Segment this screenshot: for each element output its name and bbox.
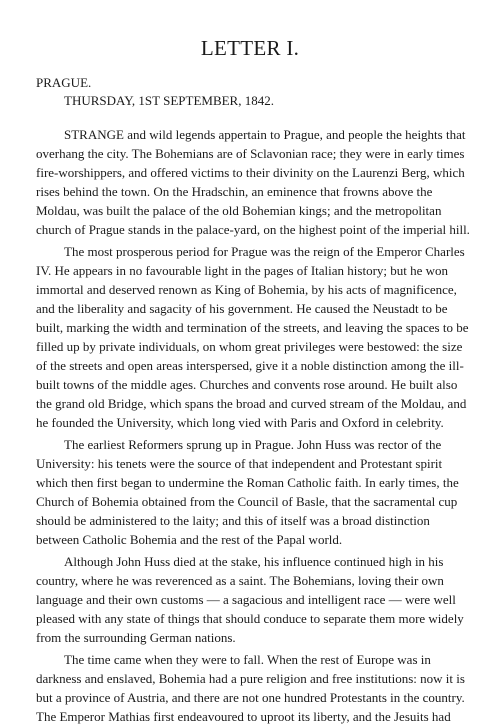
paragraph: The earliest Reformers sprung up in Prague. John Huss was rector of the University: his tenets were the source of that independent and Protestant spirit which then first began to undermine the Roman Catholic faith. In early times, the Church of Bohemia obtained from the Council of Basle, that the sacramental cup should be administered to the laity; and this of itself was a broad distinction between Catholic Bohemia and the rest of the Papal world. bbox=[36, 437, 459, 547]
letter-body bbox=[36, 125, 470, 726]
letter-title: LETTER I. bbox=[200, 36, 300, 60]
paragraph: STRANGE and wild legends appertain to Prague, and people the heights that overhang the city. The Bohemians are of Sclavonian race; they were in early times fire-worshippers, and offered victims to their divinity on the Laurenzi Berg, which rises behind the town. On the Hradschin, an eminence that frowns above the Moldau, was built the palace of the old Bohemian kings; and the metropolitan church of Prague stands in the palace-yard, on the highest point of the imperial hill. bbox=[36, 127, 470, 237]
letter-place: PRAGUE. bbox=[36, 75, 92, 90]
paragraph: The most prosperous period for Prague was the reign of the Emperor Charles IV. He appears in no favourable light in the pages of Italian history; but he won immortal and deserved renown as King of Bohemia, by his acts of magnificence, and the liberality and sagacity of his government. He caused the Neustadt to be built, marking the width and termination of the streets, and leaving the spaces to be filled up by private individuals, on whom great privileges were bestowed: the size of the streets and open areas interspersed, give it a noble distinction among the ill-built towns of the middle ages. Churches and convents rose around. He built also the grand old Bridge, which spans the broad and curved stream of the Moldau, and he founded the University, which long vied with Paris and Oxford in celebrity. bbox=[36, 244, 469, 430]
paragraph: The time came when they were to fall. When the rest of Europe was in darkness and enslaved, Bohemia had a pure religion and free institutions: now it is but a province of Austria, and there are not one hundred Protestants in the country. The Emperor Mathias first endeavoured to uproot its liberty, and the Jesuits had bbox=[36, 652, 465, 724]
paragraph: Although John Huss died at the stake, his influence continued high in his country, where he was reverenced as a saint. The Bohemians, loving their own language and their own customs — a sagacious and intelligent race — were well pleased with any state of things that should conduce to separate them more widely from the surrounding German nations. bbox=[36, 554, 464, 645]
letter-date: THURSDAY, 1ST SEPTEMBER, 1842. bbox=[64, 93, 274, 108]
